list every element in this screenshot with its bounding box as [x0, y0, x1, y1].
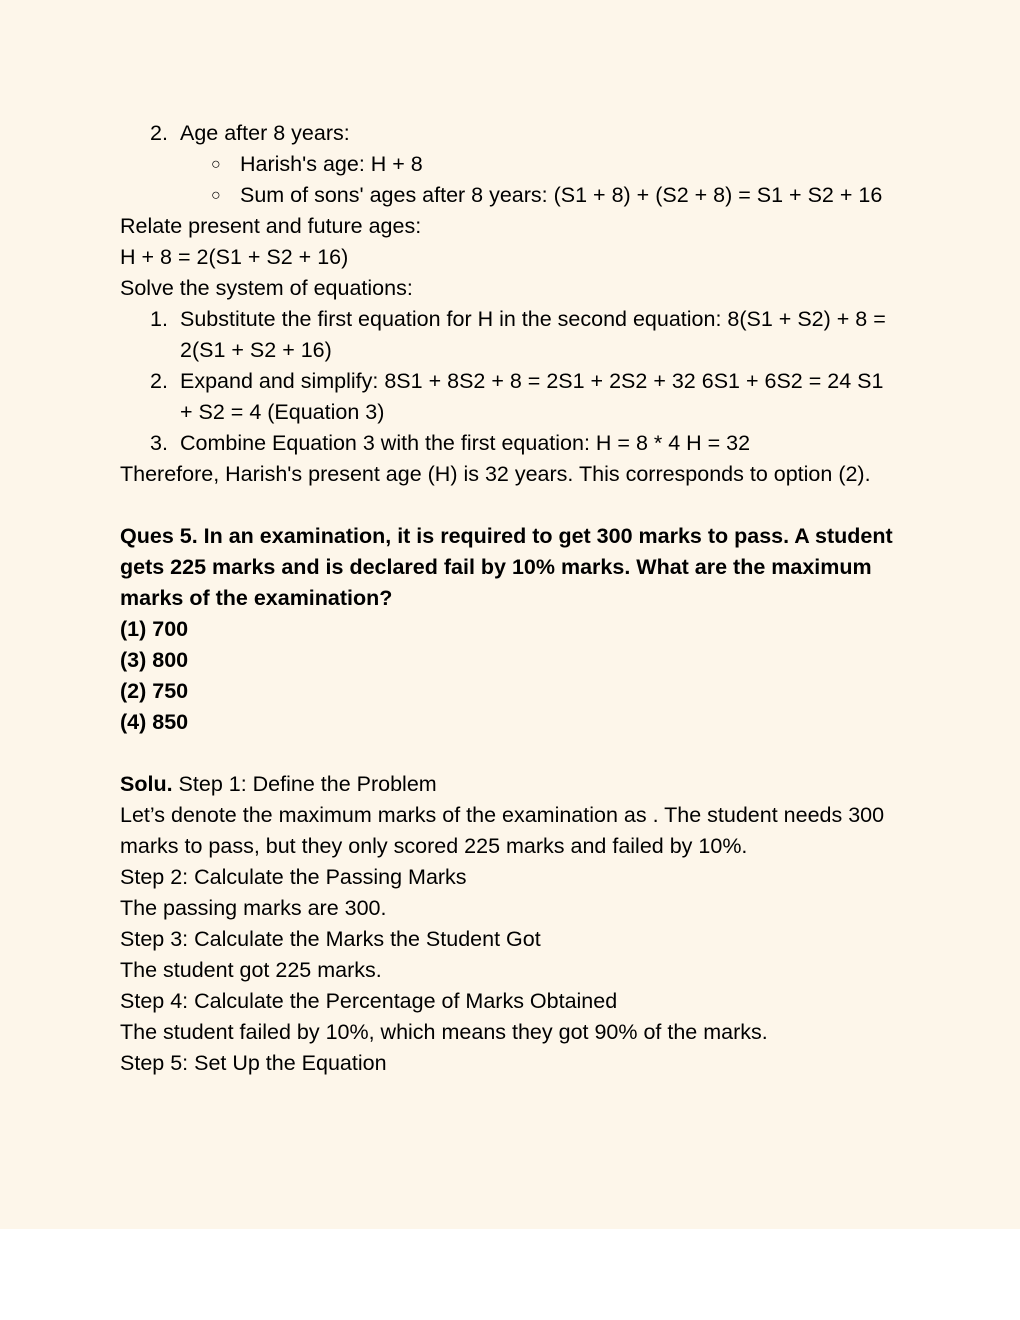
spacer — [120, 490, 900, 521]
list-marker: 2. — [150, 369, 168, 393]
page-content — [120, 118, 900, 1079]
solution-step2-text: The passing marks are 300. — [120, 896, 387, 920]
numbered-item — [120, 428, 900, 459]
question-text: Ques 5. In an examination, it is required to get 300 marks to pass. A student gets 225 marks and is declared fail by 10% marks. What are the maximum marks of the examination? — [120, 524, 893, 610]
numbered-item — [120, 304, 900, 366]
solution-step1-heading: Step 1: Define the Problem — [178, 772, 437, 796]
answer-option: (2) 750 — [120, 679, 189, 703]
conclusion-text: Therefore, Harish's present age (H) is 32 years. This corresponds to option (2). — [120, 462, 871, 486]
solution-step4-text: The student failed by 10%, which means they got 90% of the marks. — [120, 1020, 768, 1044]
answer-option: (3) 800 — [120, 648, 189, 672]
numbered-item — [120, 118, 900, 149]
solution-step3-text: The student got 225 marks. — [120, 958, 382, 982]
list-item-text: Substitute the first equation for H in the second equation: 8(S1 + S2) + 8 = 2(S1 + S2 + 16) — [180, 307, 886, 362]
hollow-circle-bullet-icon: ○ — [211, 156, 221, 173]
list-item-text: Expand and simplify: 8S1 + 8S2 + 8 = 2S1 + 2S2 + 32 6S1 + 6S2 = 24 S1 + S2 = 4 (Equation 3) — [180, 369, 884, 424]
list-item-text: Combine Equation 3 with the first equation: H = 8 * 4 H = 32 — [180, 431, 751, 455]
sub-list-item-text: Sum of sons' ages after 8 years: (S1 + 8) + (S2 + 8) = S1 + S2 + 16 — [240, 183, 883, 207]
solution-label: Solu. — [120, 772, 173, 796]
answer-option: (4) 850 — [120, 710, 189, 734]
solution-step3-heading: Step 3: Calculate the Marks the Student Got — [120, 927, 541, 951]
solution-step2-heading: Step 2: Calculate the Passing Marks — [120, 865, 467, 889]
solution-step4-heading: Step 4: Calculate the Percentage of Marks Obtained — [120, 989, 618, 1013]
sub-list-item — [120, 149, 900, 180]
solution-step1-text: Let’s denote the maximum marks of the examination as . The student needs 300 marks to pass, but they only scored 225 marks and failed by 10%. — [120, 803, 885, 858]
list-marker: 3. — [150, 431, 168, 455]
numbered-item — [120, 366, 900, 428]
list-item-text: Age after 8 years: — [180, 121, 350, 145]
list-marker: 2. — [150, 121, 168, 145]
answer-option: (1) 700 — [120, 617, 189, 641]
sub-list-item-text: Harish's age: H + 8 — [240, 152, 423, 176]
sub-list-item — [120, 180, 900, 211]
relate-heading: Relate present and future ages: — [120, 214, 422, 238]
relate-equation: H + 8 = 2(S1 + S2 + 16) — [120, 245, 349, 269]
solution-step5-heading: Step 5: Set Up the Equation — [120, 1051, 387, 1075]
solve-heading: Solve the system of equations: — [120, 276, 413, 300]
list-marker: 1. — [150, 307, 168, 331]
solution-step1-heading-line — [120, 769, 900, 800]
hollow-circle-bullet-icon: ○ — [211, 187, 221, 204]
spacer — [120, 738, 900, 769]
